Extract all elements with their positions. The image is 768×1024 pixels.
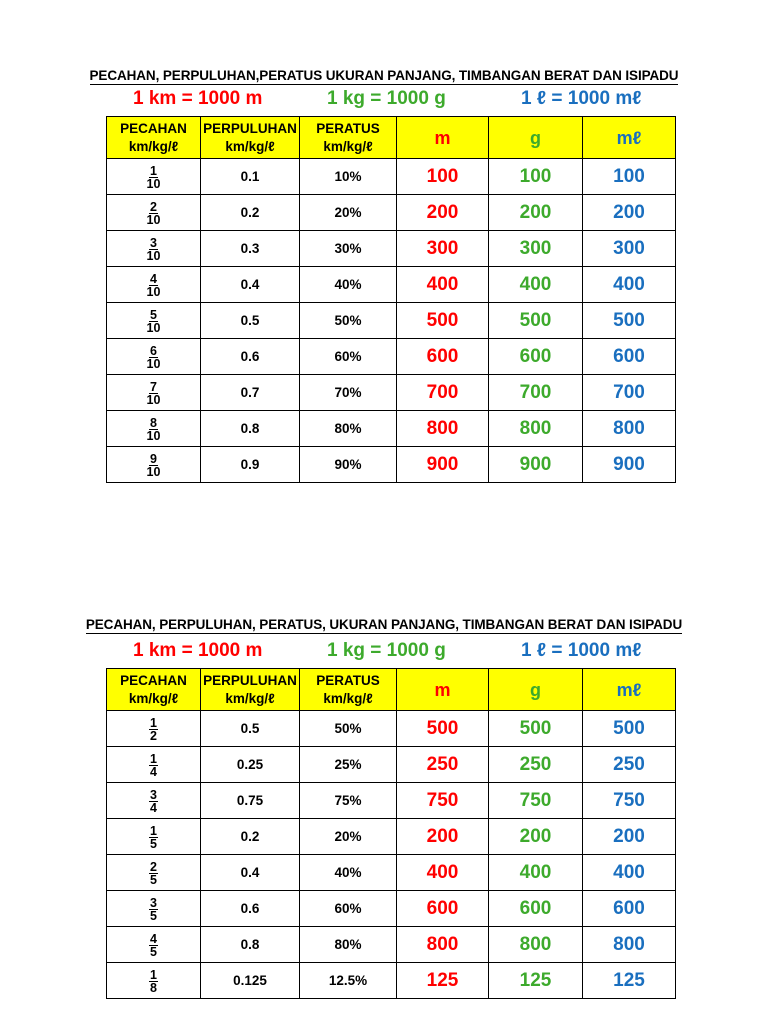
grams-cell: 300	[489, 231, 583, 267]
fraction-cell	[107, 711, 201, 747]
meters-cell: 200	[397, 195, 489, 231]
table-row	[107, 891, 676, 927]
fraction-denominator: 10	[146, 320, 161, 335]
meters-cell: 600	[397, 339, 489, 375]
meters-cell: 500	[397, 711, 489, 747]
fraction	[146, 307, 161, 335]
fraction-numerator: 3	[150, 235, 157, 250]
table-row	[107, 231, 676, 267]
meters-cell: 100	[397, 159, 489, 195]
fraction-denominator: 4	[150, 764, 157, 779]
header-pecahan: PECAHAN km/kg/ℓ	[107, 117, 201, 159]
fraction-cell	[107, 195, 201, 231]
millilitres-cell: 700	[583, 375, 676, 411]
table-body	[107, 159, 676, 483]
grams-cell: 800	[489, 927, 583, 963]
decimal-cell: 0.6	[201, 891, 300, 927]
fraction	[149, 787, 158, 815]
table-row	[107, 339, 676, 375]
fraction-denominator: 5	[150, 944, 157, 959]
fraction-numerator: 7	[150, 379, 157, 394]
fraction-cell	[107, 267, 201, 303]
fraction	[149, 931, 158, 959]
table-row	[107, 855, 676, 891]
header-m: m	[397, 669, 489, 711]
millilitres-cell: 200	[583, 195, 676, 231]
fraction-numerator: 1	[150, 751, 157, 766]
fraction-cell	[107, 411, 201, 447]
fraction-denominator: 5	[150, 908, 157, 923]
fraction-denominator: 10	[146, 248, 161, 263]
percent-cell: 25%	[300, 747, 397, 783]
table-row	[107, 711, 676, 747]
header-ml: mℓ	[583, 117, 676, 159]
table-row	[107, 375, 676, 411]
fraction-denominator: 10	[146, 284, 161, 299]
header-peratus: PERATUS km/kg/ℓ	[300, 117, 397, 159]
volume-equation: 1 ℓ = 1000 mℓ	[521, 640, 642, 661]
section-title	[0, 68, 768, 83]
table-row	[107, 927, 676, 963]
fraction-denominator: 2	[150, 728, 157, 743]
table-row	[107, 195, 676, 231]
length-equation: 1 km = 1000 m	[133, 640, 263, 661]
fraction-denominator: 4	[150, 800, 157, 815]
percent-cell: 10%	[300, 159, 397, 195]
fraction-cell	[107, 159, 201, 195]
fraction	[149, 895, 158, 923]
percent-cell: 75%	[300, 783, 397, 819]
grams-cell: 400	[489, 855, 583, 891]
table-row	[107, 783, 676, 819]
meters-cell: 125	[397, 963, 489, 999]
fraction-denominator: 10	[146, 464, 161, 479]
decimal-cell: 0.8	[201, 927, 300, 963]
decimal-cell: 0.2	[201, 195, 300, 231]
meters-cell: 400	[397, 855, 489, 891]
table-body	[107, 711, 676, 999]
percent-cell: 40%	[300, 267, 397, 303]
decimal-cell: 0.125	[201, 963, 300, 999]
table-row	[107, 447, 676, 483]
millilitres-cell: 500	[583, 303, 676, 339]
decimal-cell: 0.1	[201, 159, 300, 195]
meters-cell: 600	[397, 891, 489, 927]
section-title-text: PECAHAN, PERPULUHAN, PERATUS, UKURAN PANJANG, TIMBANGAN BERAT DAN ISIPADU	[85, 617, 683, 632]
percent-cell: 30%	[300, 231, 397, 267]
section-title-text: PECAHAN, PERPULUHAN,PERATUS UKURAN PANJANG, TIMBANGAN BERAT DAN ISIPADU	[89, 68, 679, 83]
fraction-cell	[107, 927, 201, 963]
meters-cell: 900	[397, 447, 489, 483]
grams-cell: 250	[489, 747, 583, 783]
percent-cell: 40%	[300, 855, 397, 891]
meters-cell: 300	[397, 231, 489, 267]
percent-cell: 20%	[300, 195, 397, 231]
volume-equation: 1 ℓ = 1000 mℓ	[521, 88, 642, 109]
fraction-cell	[107, 375, 201, 411]
fraction	[149, 751, 158, 779]
millilitres-cell: 600	[583, 891, 676, 927]
fraction-numerator: 8	[150, 415, 157, 430]
millilitres-cell: 400	[583, 855, 676, 891]
header-g: g	[489, 117, 583, 159]
percent-cell: 50%	[300, 303, 397, 339]
grams-cell: 200	[489, 819, 583, 855]
fraction-cell	[107, 855, 201, 891]
conversion-table	[106, 116, 676, 483]
fraction-numerator: 1	[150, 823, 157, 838]
fraction-cell	[107, 339, 201, 375]
millilitres-cell: 300	[583, 231, 676, 267]
fraction-numerator: 9	[150, 451, 157, 466]
meters-cell: 500	[397, 303, 489, 339]
fraction-numerator: 3	[150, 895, 157, 910]
meters-cell: 400	[397, 267, 489, 303]
decimal-cell: 0.2	[201, 819, 300, 855]
fraction	[149, 823, 158, 851]
header-m: m	[397, 117, 489, 159]
fraction-cell	[107, 747, 201, 783]
table-row	[107, 303, 676, 339]
millilitres-cell: 600	[583, 339, 676, 375]
fraction-cell	[107, 819, 201, 855]
grams-cell: 125	[489, 963, 583, 999]
millilitres-cell: 750	[583, 783, 676, 819]
fraction-numerator: 4	[150, 271, 157, 286]
percent-cell: 80%	[300, 927, 397, 963]
fraction	[149, 715, 158, 743]
fraction-denominator: 10	[146, 356, 161, 371]
meters-cell: 200	[397, 819, 489, 855]
percent-cell: 50%	[300, 711, 397, 747]
fraction-denominator: 10	[146, 392, 161, 407]
grams-cell: 900	[489, 447, 583, 483]
decimal-cell: 0.5	[201, 303, 300, 339]
section-title	[0, 617, 768, 632]
millilitres-cell: 500	[583, 711, 676, 747]
millilitres-cell: 200	[583, 819, 676, 855]
decimal-cell: 0.25	[201, 747, 300, 783]
decimal-cell: 0.9	[201, 447, 300, 483]
fraction	[146, 415, 161, 443]
fraction-numerator: 1	[150, 163, 157, 178]
grams-cell: 800	[489, 411, 583, 447]
meters-cell: 800	[397, 411, 489, 447]
fraction	[149, 859, 158, 887]
table-row	[107, 159, 676, 195]
fraction	[146, 343, 161, 371]
fraction	[146, 199, 161, 227]
meters-cell: 250	[397, 747, 489, 783]
fraction-denominator: 10	[146, 176, 161, 191]
meters-cell: 750	[397, 783, 489, 819]
grams-cell: 600	[489, 891, 583, 927]
fraction-denominator: 8	[150, 980, 157, 995]
fraction-cell	[107, 231, 201, 267]
percent-cell: 12.5%	[300, 963, 397, 999]
millilitres-cell: 800	[583, 927, 676, 963]
fraction-cell	[107, 783, 201, 819]
grams-cell: 750	[489, 783, 583, 819]
decimal-cell: 0.4	[201, 855, 300, 891]
percent-cell: 80%	[300, 411, 397, 447]
table-row	[107, 819, 676, 855]
percent-cell: 60%	[300, 339, 397, 375]
fraction	[146, 451, 161, 479]
decimal-cell: 0.8	[201, 411, 300, 447]
fraction-numerator: 2	[150, 199, 157, 214]
header-perpuluhan: PERPULUHAN km/kg/ℓ	[201, 117, 300, 159]
fraction-numerator: 6	[150, 343, 157, 358]
millilitres-cell: 100	[583, 159, 676, 195]
table-row	[107, 963, 676, 999]
decimal-cell: 0.4	[201, 267, 300, 303]
grams-cell: 600	[489, 339, 583, 375]
fraction-denominator: 10	[146, 428, 161, 443]
table-row	[107, 411, 676, 447]
meters-cell: 700	[397, 375, 489, 411]
fraction	[146, 379, 161, 407]
conversion-table	[106, 668, 676, 999]
fraction-numerator: 4	[150, 931, 157, 946]
grams-cell: 500	[489, 711, 583, 747]
millilitres-cell: 250	[583, 747, 676, 783]
decimal-cell: 0.75	[201, 783, 300, 819]
table-header-row	[107, 669, 676, 711]
fraction-cell	[107, 963, 201, 999]
mass-equation: 1 kg = 1000 g	[327, 640, 446, 661]
fraction-numerator: 1	[150, 715, 157, 730]
millilitres-cell: 400	[583, 267, 676, 303]
fraction-cell	[107, 303, 201, 339]
grams-cell: 400	[489, 267, 583, 303]
decimal-cell: 0.5	[201, 711, 300, 747]
millilitres-cell: 125	[583, 963, 676, 999]
grams-cell: 200	[489, 195, 583, 231]
millilitres-cell: 900	[583, 447, 676, 483]
grams-cell: 700	[489, 375, 583, 411]
header-perpuluhan: PERPULUHAN km/kg/ℓ	[201, 669, 300, 711]
header-ml: mℓ	[583, 669, 676, 711]
decimal-cell: 0.6	[201, 339, 300, 375]
fraction-denominator: 5	[150, 872, 157, 887]
header-pecahan: PECAHAN km/kg/ℓ	[107, 669, 201, 711]
length-equation: 1 km = 1000 m	[133, 88, 263, 109]
table-header-row	[107, 117, 676, 159]
fraction	[149, 967, 158, 995]
table-row	[107, 267, 676, 303]
fraction-cell	[107, 447, 201, 483]
table-row	[107, 747, 676, 783]
percent-cell: 90%	[300, 447, 397, 483]
millilitres-cell: 800	[583, 411, 676, 447]
percent-cell: 60%	[300, 891, 397, 927]
decimal-cell: 0.3	[201, 231, 300, 267]
fraction	[146, 163, 161, 191]
header-peratus: PERATUS km/kg/ℓ	[300, 669, 397, 711]
fraction-denominator: 5	[150, 836, 157, 851]
decimal-cell: 0.7	[201, 375, 300, 411]
grams-cell: 100	[489, 159, 583, 195]
mass-equation: 1 kg = 1000 g	[327, 88, 446, 109]
fraction-denominator: 10	[146, 212, 161, 227]
fraction	[146, 271, 161, 299]
header-g: g	[489, 669, 583, 711]
fraction-numerator: 3	[150, 787, 157, 802]
meters-cell: 800	[397, 927, 489, 963]
percent-cell: 70%	[300, 375, 397, 411]
grams-cell: 500	[489, 303, 583, 339]
fraction-cell	[107, 891, 201, 927]
fraction-numerator: 5	[150, 307, 157, 322]
fraction-numerator: 2	[150, 859, 157, 874]
fraction	[146, 235, 161, 263]
fraction-numerator: 1	[150, 967, 157, 982]
percent-cell: 20%	[300, 819, 397, 855]
